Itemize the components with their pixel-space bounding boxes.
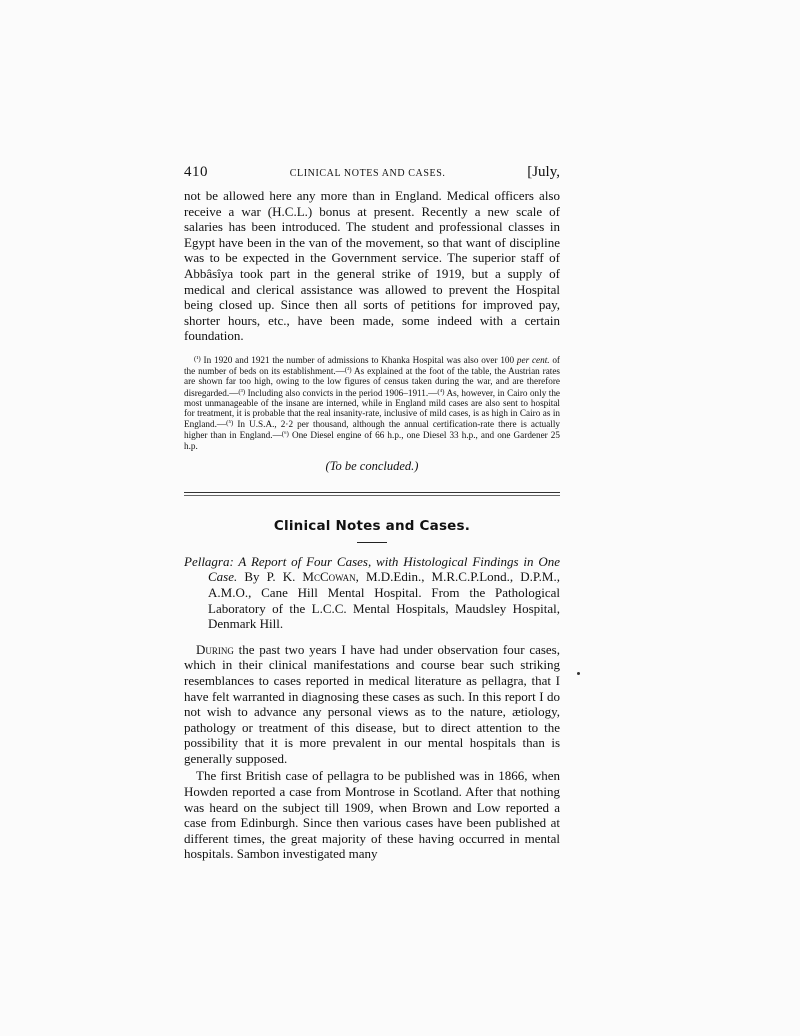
footnote-5-mark: (⁵)	[226, 419, 234, 428]
section-title: Clinical Notes and Cases.	[273, 517, 471, 534]
footnote-5-text: In U.S.A., 2·2 per thousand, although the annual certification-rate there is actually higher than in England.—	[184, 419, 560, 441]
body-paragraph-2: The first British case of pellagra to be published was in 1866, when Howden reported a case from Montrose in Scotland. After that nothing was heard on the subject till 1909, when Brown and Low reported a case from Edinburgh. Since then various cases have been published at different times, the great majority of these having occurred in mental hospitals. Sambon investigated many	[184, 768, 560, 862]
paragraph-1-text: the past two years I have had under observation four cases, which in their clinical manifestations and course bear such striking resemblances to cases reported in medical literature as pellagra, that I have felt warranted in diagnosing these cases as such. In this report I do not wish to advance any personal views as to the nature, ætiology, pathology or treatment of this disease, but to direct attention to the possibility that it is more prevalent in our mental hospitals than is generally supposed.	[184, 641, 560, 766]
continuation-paragraph: not be allowed here any more than in England. Medical officers also receive a war (H.C.L.) bonus at present. Recently a new scale of salaries has been introduced. The student and professional classes in Egypt have been in the van of the movement, so that want of discipline was to be expected in the Government service. The superior staff of Abbâsîya took part in the general strike of 1919, but a supply of medical and clerical assistance was allowed to prevent the Hospital being closed up. Since then all sorts of petitions for improved pay, shorter hours, etc., have been made, some indeed with a certain foundation.	[184, 188, 560, 344]
section-divider	[184, 492, 560, 496]
article-author: McCowan	[302, 569, 356, 585]
page-number: 410	[184, 164, 208, 180]
footnote-1-text-a: In 1920 and 1921 the number of admissions to Khanka Hospital was also over 100	[200, 354, 517, 365]
divider-rule-thin	[184, 495, 560, 496]
divider-rule-thick	[184, 492, 560, 493]
footnote-2-text: As explained at the foot of the table, the Austrian rates are shown far too high, owing to the low figures of census taken during the war, and are therefore disregarded.—	[184, 366, 560, 398]
footnote-6-mark: (⁶)	[281, 430, 289, 439]
footnote-1-text-b: of the number of beds on its establishment.—	[184, 354, 560, 377]
page-content	[184, 164, 560, 862]
running-date: [July,	[527, 164, 560, 180]
paragraph-lead-word: During	[196, 641, 234, 657]
footnotes	[184, 354, 560, 451]
running-head	[184, 164, 560, 188]
margin-mark	[577, 672, 580, 675]
to-be-concluded: (To be concluded.)	[325, 458, 419, 473]
footnote-2-mark: (²)	[344, 366, 352, 375]
footnote-1-per-cent: per cent.	[516, 354, 550, 365]
footnote-6-text: One Diesel engine of 66 h.p., one Diesel 33 h.p., and one Gardener 25 h.p.	[184, 430, 560, 451]
article-credentials: , M.D.Edin., M.R.C.P.Lond., D.P.M., A.M.O., Cane Hill Mental Hospital. From the Pathological Laboratory of the L.C.C. Mental Hospitals, Maudsley Hospital, Denmark Hill.	[208, 569, 560, 632]
running-title: CLINICAL NOTES AND CASES.	[289, 168, 446, 179]
article-title: Pellagra: A Report of Four Cases, with Histological Findings in One Case.	[184, 553, 560, 585]
footnote-3-mark: (³)	[238, 387, 246, 396]
footnote-1-mark: (¹)	[194, 354, 201, 363]
article-heading	[184, 554, 560, 632]
footnote-3-text: Including also convicts in the period 1906–1911.—	[245, 387, 438, 398]
title-underline	[357, 542, 387, 543]
article-by: By P. K.	[237, 569, 303, 585]
body-paragraph-1	[184, 642, 560, 767]
footnote-4-mark: (⁴)	[437, 387, 445, 396]
footnote-4-text: As, however, in Cairo only the most unmanageable of the insane are interned, while in England mild cases are also sent to hospital for treatment, it is probable that the real insanity-rate, inclusive of mild cases, is as high in Cairo as in England.—	[184, 387, 560, 430]
